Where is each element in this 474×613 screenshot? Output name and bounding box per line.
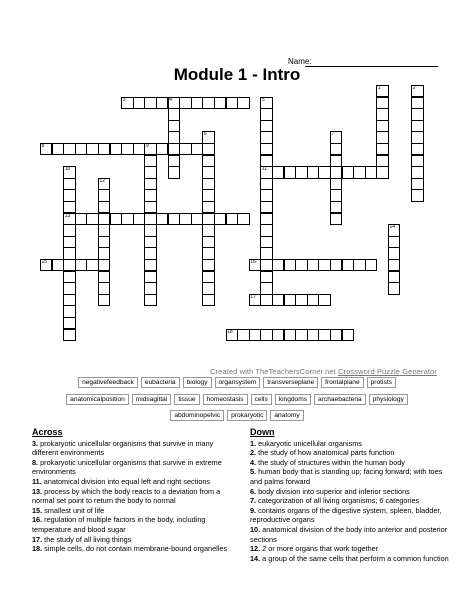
crossword-cell[interactable] <box>237 329 249 341</box>
word-bank-item: cells <box>251 394 272 405</box>
crossword-cell[interactable] <box>63 294 75 306</box>
crossword-cell[interactable] <box>318 294 330 306</box>
crossword-cell[interactable] <box>133 97 145 109</box>
crossword-cell[interactable] <box>260 201 272 213</box>
crossword-cell[interactable] <box>191 143 203 155</box>
crossword-cell[interactable] <box>133 213 145 225</box>
clue-item <box>32 535 232 545</box>
crossword-cell[interactable] <box>260 271 272 283</box>
crossword-cell[interactable] <box>330 259 342 271</box>
word-bank-item: homeostasis <box>203 394 248 405</box>
credit-text: Created with TheTeachersCorner.net <box>210 367 336 376</box>
clue-number: 2 <box>412 85 416 91</box>
crossword-cell[interactable] <box>144 189 156 201</box>
word-bank-item: anatomy <box>270 410 303 421</box>
crossword-cell[interactable] <box>202 178 214 190</box>
crossword-cell[interactable] <box>63 259 75 271</box>
clue-text: contains organs of the digestive system, spleen, bladder, reproductive organs <box>250 505 442 525</box>
clue-item <box>32 477 232 487</box>
crossword-cell[interactable] <box>342 329 354 341</box>
crossword-cell[interactable] <box>260 259 272 271</box>
crossword-cell[interactable] <box>376 131 388 143</box>
clue-text: 2 or more organs that work together <box>262 544 379 554</box>
crossword-cell[interactable] <box>214 97 226 109</box>
crossword-cell[interactable] <box>295 166 307 178</box>
crossword-cell[interactable] <box>376 166 388 178</box>
crossword-cell[interactable] <box>179 143 191 155</box>
page-title: Module 1 - Intro <box>173 65 301 84</box>
word-bank-item: tissue <box>174 394 199 405</box>
clue-number: 12 <box>99 177 106 184</box>
word-bank-item: organsystem <box>215 377 261 388</box>
crossword-cell[interactable] <box>202 143 214 155</box>
crossword-cell[interactable] <box>376 155 388 167</box>
clue-text: prokaryotic unicellular organisms that survive in extreme environments <box>32 457 222 477</box>
clue-item <box>250 448 455 458</box>
crossword-cell[interactable] <box>411 143 423 155</box>
crossword-cell[interactable] <box>202 189 214 201</box>
word-bank-item: physiology <box>369 394 408 405</box>
crossword-cell[interactable] <box>202 259 214 271</box>
word-bank-item: midsagittal <box>132 394 172 405</box>
clue-text: categorization of all living organisms; 6 categories <box>258 496 420 506</box>
crossword-cell[interactable] <box>388 282 400 294</box>
clue-number: 13 <box>64 212 71 219</box>
crossword-cell[interactable] <box>168 120 180 132</box>
crossword-cell[interactable] <box>98 143 110 155</box>
crossword-cell[interactable] <box>144 155 156 167</box>
clue-item <box>250 487 455 497</box>
clue-item <box>250 439 455 449</box>
clue-number: 17 <box>250 293 256 300</box>
clue-number: 14 <box>389 224 396 231</box>
clue-item <box>250 458 455 468</box>
clue-number: 1. <box>250 438 259 448</box>
crossword-cell[interactable] <box>307 259 319 271</box>
clue-number: 6. <box>250 486 259 496</box>
clue-number: 8. <box>32 457 41 467</box>
clue-number: 12. <box>250 544 263 554</box>
crossword-cell[interactable] <box>191 213 203 225</box>
crossword-cell[interactable] <box>98 189 110 201</box>
crossword-cell[interactable] <box>202 271 214 283</box>
crossword-cell[interactable] <box>260 131 272 143</box>
crossword-cell[interactable] <box>75 143 87 155</box>
crossword-cell[interactable] <box>63 224 75 236</box>
crossword-cell[interactable] <box>272 294 284 306</box>
crossword-cell[interactable] <box>388 271 400 283</box>
crossword-cell[interactable] <box>214 213 226 225</box>
crossword-cell[interactable] <box>342 166 354 178</box>
crossword-cell[interactable] <box>353 259 365 271</box>
word-bank-item: archaebacteria <box>314 394 366 405</box>
crossword-cell[interactable] <box>63 247 75 259</box>
crossword-cell[interactable] <box>260 236 272 248</box>
clue-number: 15 <box>41 259 48 265</box>
crossword-cell[interactable] <box>202 247 214 259</box>
crossword-cell[interactable] <box>411 189 423 201</box>
across-heading: Across <box>32 427 63 437</box>
clue-number: 5 <box>261 96 265 103</box>
clue-item <box>250 544 455 554</box>
crossword-cell[interactable] <box>237 213 249 225</box>
crossword-cell[interactable] <box>330 155 342 167</box>
crossword-cell[interactable] <box>388 236 400 248</box>
across-list <box>32 439 232 554</box>
crossword-cell[interactable] <box>318 329 330 341</box>
crossword-cell[interactable] <box>411 155 423 167</box>
crossword-cell[interactable] <box>144 294 156 306</box>
crossword-cell[interactable] <box>411 97 423 109</box>
word-bank-item: biology <box>183 377 212 388</box>
crossword-cell[interactable] <box>168 166 180 178</box>
crossword-cell[interactable] <box>144 271 156 283</box>
crossword-cell[interactable] <box>307 294 319 306</box>
across-clues <box>32 428 232 554</box>
crossword-cell[interactable] <box>365 166 377 178</box>
crossword-cell[interactable] <box>98 224 110 236</box>
clue-text: body division into superior and inferior sections <box>258 486 410 496</box>
crossword-cell[interactable] <box>295 329 307 341</box>
crossword-cell[interactable] <box>98 236 110 248</box>
crossword-cell[interactable] <box>411 131 423 143</box>
clue-item <box>32 506 232 516</box>
crossword-cell[interactable] <box>110 213 122 225</box>
crossword-cell[interactable] <box>226 97 238 109</box>
crossword-cell[interactable] <box>202 224 214 236</box>
down-list <box>250 439 455 564</box>
crossword-cell[interactable] <box>202 201 214 213</box>
word-bank-item: eubacteria <box>141 377 180 388</box>
crossword-cell[interactable] <box>295 259 307 271</box>
clue-text: eukaryotic unicellular organisms <box>258 438 362 448</box>
crossword-cell[interactable] <box>272 329 284 341</box>
crossword-cell[interactable] <box>156 213 168 225</box>
crossword-cell[interactable] <box>144 236 156 248</box>
crossword-cell[interactable] <box>110 143 122 155</box>
crossword-cell[interactable] <box>284 259 296 271</box>
crossword-cell[interactable] <box>237 97 249 109</box>
crossword-cell[interactable] <box>121 213 133 225</box>
crossword-cell[interactable] <box>376 120 388 132</box>
crossword-cell[interactable] <box>330 201 342 213</box>
clue-number: 15. <box>32 505 45 515</box>
clue-item <box>32 487 232 506</box>
crossword-cell[interactable] <box>63 201 75 213</box>
down-clues <box>250 428 455 563</box>
crossword-cell[interactable] <box>168 143 180 155</box>
clue-number: 13. <box>32 486 45 496</box>
crossword-cell[interactable] <box>272 259 284 271</box>
crossword-cell[interactable] <box>156 143 168 155</box>
crossword-cell[interactable] <box>63 329 75 341</box>
clue-number: 9 <box>145 143 149 149</box>
clue-text: smallest unit of life <box>44 505 105 515</box>
crossword-cell[interactable] <box>63 236 75 248</box>
crossword-cell[interactable] <box>260 178 272 190</box>
clue-number: 5. <box>250 467 259 477</box>
crossword-cell[interactable] <box>376 143 388 155</box>
crossword-cell[interactable] <box>411 108 423 120</box>
crossword-cell[interactable] <box>144 178 156 190</box>
crossword-cell[interactable] <box>318 166 330 178</box>
crossword-cell[interactable] <box>284 294 296 306</box>
clue-number: 9. <box>250 505 259 515</box>
crossword-cell[interactable] <box>202 166 214 178</box>
clue-number: 6 <box>203 131 207 138</box>
clue-number: 3 <box>122 96 126 103</box>
crossword-cell[interactable] <box>260 329 272 341</box>
clue-text: the study of all living things <box>44 534 132 544</box>
crossword-cell[interactable] <box>202 282 214 294</box>
crossword-cell[interactable] <box>342 259 354 271</box>
clue-text: the study of structures within the human body <box>258 457 405 467</box>
clue-text: a group of the same cells that perform a common function <box>262 553 449 563</box>
clue-text: regulation of multiple factors in the body, including temperature and blood sugar <box>32 515 206 534</box>
word-bank-item: kingdoms <box>275 394 311 405</box>
crossword-cell[interactable] <box>191 97 203 109</box>
clue-item <box>250 506 455 525</box>
clue-number: 1 <box>377 85 381 91</box>
crossword-cell[interactable] <box>376 108 388 120</box>
clue-number: 17. <box>32 534 45 544</box>
crossword-cell[interactable] <box>52 259 64 271</box>
crossword-cell[interactable] <box>144 166 156 178</box>
crossword-cell[interactable] <box>388 247 400 259</box>
crossword-cell[interactable] <box>411 120 423 132</box>
clue-text: anatomical division into equal left and right sections <box>43 476 211 486</box>
crossword-cell[interactable] <box>365 259 377 271</box>
clue-text: prokaryotic unicellular organisms that survive in many different environments <box>32 438 214 458</box>
word-bank-item: prokaryotic <box>227 410 267 421</box>
crossword-cell[interactable] <box>226 213 238 225</box>
clue-number: 2. <box>250 448 259 458</box>
crossword-cell[interactable] <box>86 143 98 155</box>
crossword-cell[interactable] <box>98 213 110 225</box>
crossword-cell[interactable] <box>330 178 342 190</box>
word-bank-item: protists <box>367 377 396 388</box>
crossword-cell[interactable] <box>318 259 330 271</box>
clue-number: 11 <box>261 166 268 173</box>
clue-number: 8 <box>41 143 45 149</box>
clue-item <box>32 544 232 554</box>
crossword-cell[interactable] <box>202 155 214 167</box>
crossword-cell[interactable] <box>63 271 75 283</box>
crossword-cell[interactable] <box>144 213 156 225</box>
clue-number: 18 <box>227 328 233 335</box>
clue-number: 10 <box>64 166 71 173</box>
crossword-cell[interactable] <box>63 282 75 294</box>
crossword-cell[interactable] <box>98 271 110 283</box>
clue-number: 7 <box>331 131 335 138</box>
crossword-cell[interactable] <box>260 143 272 155</box>
clue-item <box>32 439 232 458</box>
crossword-cell[interactable] <box>98 282 110 294</box>
crossword-cell[interactable] <box>260 224 272 236</box>
clue-number: 3. <box>32 438 41 448</box>
crossword-cell[interactable] <box>272 166 284 178</box>
crossword-cell[interactable] <box>260 282 272 294</box>
crossword-cell[interactable] <box>307 329 319 341</box>
crossword-cell[interactable] <box>168 213 180 225</box>
crossword-cell[interactable] <box>98 201 110 213</box>
word-bank-item: transverseplane <box>263 377 318 388</box>
crossword-cell[interactable] <box>260 213 272 225</box>
crossword-cell[interactable] <box>260 108 272 120</box>
crossword-cell[interactable] <box>249 329 261 341</box>
clue-number: 7. <box>250 496 259 506</box>
crossword-cell[interactable] <box>202 236 214 248</box>
clue-text: anatomical division of the body into anterior and posterior sections <box>250 524 448 544</box>
clue-number: 16 <box>250 259 256 265</box>
clue-item <box>250 525 455 544</box>
crossword-cell[interactable] <box>330 189 342 201</box>
crossword-cell[interactable] <box>52 143 64 155</box>
clue-number: 4 <box>169 96 172 103</box>
crossword-cell[interactable] <box>63 178 75 190</box>
credit-link[interactable]: Crossword Puzzle Generator <box>338 367 437 376</box>
crossword-cell[interactable] <box>168 131 180 143</box>
crossword-cell[interactable] <box>144 282 156 294</box>
crossword-cell[interactable] <box>98 294 110 306</box>
crossword-cell[interactable] <box>330 213 342 225</box>
crossword-cell[interactable] <box>376 97 388 109</box>
crossword-cell[interactable] <box>202 213 214 225</box>
crossword-cell[interactable] <box>411 178 423 190</box>
crossword-cell[interactable] <box>307 166 319 178</box>
word-bank-row <box>25 377 449 388</box>
name-label: Name: <box>288 57 312 66</box>
down-heading: Down <box>250 427 275 437</box>
crossword-cell[interactable] <box>86 213 98 225</box>
clue-item <box>250 496 455 506</box>
crossword-cell[interactable] <box>98 259 110 271</box>
crossword-cell[interactable] <box>260 189 272 201</box>
crossword-cell[interactable] <box>98 247 110 259</box>
crossword-cell[interactable] <box>179 213 191 225</box>
clue-number: 18. <box>32 544 45 554</box>
crossword-cell[interactable] <box>86 259 98 271</box>
crossword-cell[interactable] <box>202 97 214 109</box>
crossword-cell[interactable] <box>330 166 342 178</box>
crossword-cell[interactable] <box>144 201 156 213</box>
crossword-cell[interactable] <box>411 166 423 178</box>
crossword-cell[interactable] <box>260 120 272 132</box>
word-bank-item: abdominopelvic <box>170 410 224 421</box>
clue-item <box>250 554 455 564</box>
crossword-cell[interactable] <box>144 224 156 236</box>
clue-item <box>32 458 232 477</box>
crossword-cell[interactable] <box>63 317 75 329</box>
clue-text: simple cells, do not contain membrane-bound organelles <box>44 544 228 554</box>
crossword-cell[interactable] <box>144 97 156 109</box>
crossword-cell[interactable] <box>284 166 296 178</box>
clue-text: process by which the body reacts to a deviation from a normal set point to return the body to normal <box>32 486 221 506</box>
word-bank-item: frontalplane <box>321 377 363 388</box>
clue-number: 16. <box>32 515 45 525</box>
crossword-cell[interactable] <box>63 189 75 201</box>
clue-number: 10. <box>250 524 263 534</box>
crossword-cell[interactable] <box>75 259 87 271</box>
clue-number: 4. <box>250 457 259 467</box>
word-bank-row <box>25 410 449 421</box>
crossword-cell[interactable] <box>202 294 214 306</box>
crossword-cell[interactable] <box>156 97 168 109</box>
crossword-cell[interactable] <box>75 213 87 225</box>
credit-line <box>210 367 437 376</box>
crossword-cell[interactable] <box>144 259 156 271</box>
crossword-cell[interactable] <box>330 143 342 155</box>
crossword-cell[interactable] <box>295 294 307 306</box>
clue-number: 11. <box>32 476 44 486</box>
crossword-cell[interactable] <box>260 247 272 259</box>
crossword-cell[interactable] <box>144 247 156 259</box>
word-bank-row <box>25 394 449 405</box>
crossword-cell[interactable] <box>284 329 296 341</box>
crossword-cell[interactable] <box>168 108 180 120</box>
clue-item <box>250 467 455 486</box>
clue-item <box>32 515 232 534</box>
crossword-cell[interactable] <box>63 143 75 155</box>
crossword-cell[interactable] <box>330 329 342 341</box>
clue-text: human body that is standing up; facing forward; with toes and palms forward <box>250 467 443 486</box>
crossword-cell[interactable] <box>121 143 133 155</box>
crossword-cell[interactable] <box>260 155 272 167</box>
word-bank-item: anatomicalposition <box>66 394 129 405</box>
clue-number: 14. <box>250 553 263 563</box>
crossword-cell[interactable] <box>179 97 191 109</box>
crossword-cell[interactable] <box>388 259 400 271</box>
word-bank-item: negativefeedback <box>78 377 138 388</box>
crossword-cell[interactable] <box>260 294 272 306</box>
crossword-cell[interactable] <box>133 143 145 155</box>
clue-text: the study of how anatomical parts function <box>258 448 395 458</box>
crossword-cell[interactable] <box>63 305 75 317</box>
crossword-cell[interactable] <box>168 155 180 167</box>
crossword-cell[interactable] <box>353 166 365 178</box>
